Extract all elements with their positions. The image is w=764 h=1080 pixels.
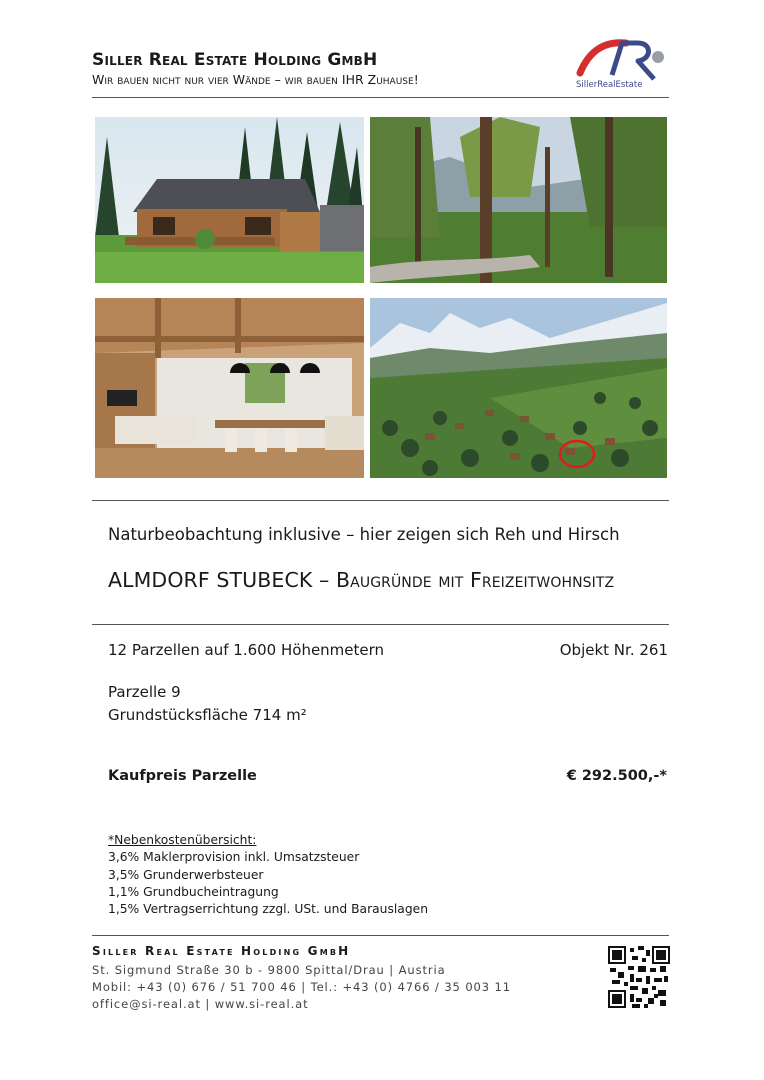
cost-item: 1,5% Vertragserrichtung zzgl. USt. und Barauslagen: [108, 902, 428, 917]
wooden-interior-photo: [95, 298, 364, 478]
footer-phones: Mobil: +43 (0) 676 / 51 700 46 | Tel.: +43 (0) 4766 / 35 003 11: [92, 980, 511, 994]
object-number: Objekt Nr. 261: [559, 641, 668, 659]
cost-item: 1,1% Grundbucheintragung: [108, 884, 279, 899]
siller-logo: [572, 33, 672, 91]
logo-text: SillerRealEstate: [576, 80, 643, 90]
parcel-number: Parzelle 9: [108, 683, 181, 701]
larch-forest-photo: [370, 117, 667, 283]
log-cabin-photo: [95, 117, 364, 283]
footer-divider: [92, 935, 669, 936]
costs-heading: *Nebenkostenübersicht:: [108, 833, 257, 847]
cost-item: 3,5% Grunderwerbsteuer: [108, 867, 264, 882]
title-divider: [92, 624, 669, 625]
cost-item: 3,6% Maklerprovision inkl. Umsatzsteuer: [108, 850, 360, 865]
company-name: Siller Real Estate Holding GmbH: [92, 50, 378, 70]
qr-code-icon[interactable]: [608, 946, 670, 1008]
aerial-alpine-village-photo: [370, 298, 667, 478]
header-divider: [92, 97, 669, 98]
additional-costs: [108, 832, 428, 918]
parcels-info: 12 Parzellen auf 1.600 Höhenmetern: [108, 641, 385, 659]
price-label: Kaufpreis Parzelle: [108, 768, 257, 784]
footer-address: St. Sigmund Straße 30 b - 9800 Spittal/Drau | Austria: [92, 963, 446, 977]
slogan: Wir bauen nicht nur vier Wände – wir bauen IHR Zuhause!: [92, 72, 419, 87]
footer-company: Siller Real Estate Holding GmbH: [92, 944, 351, 958]
price-value: € 292.500,-*: [566, 768, 667, 784]
listing-subtitle: Naturbeobachtung inklusive – hier zeigen sich Reh und Hirsch: [108, 525, 620, 544]
photos-divider: [92, 500, 669, 501]
footer-web[interactable]: office@si-real.at | www.si-real.at: [92, 997, 309, 1011]
plot-area: Grundstücksfläche 714 m²: [108, 706, 307, 724]
listing-title: ALMDORF STUBECK – Baugründe mit Freizeitwohnsitz: [108, 568, 615, 592]
